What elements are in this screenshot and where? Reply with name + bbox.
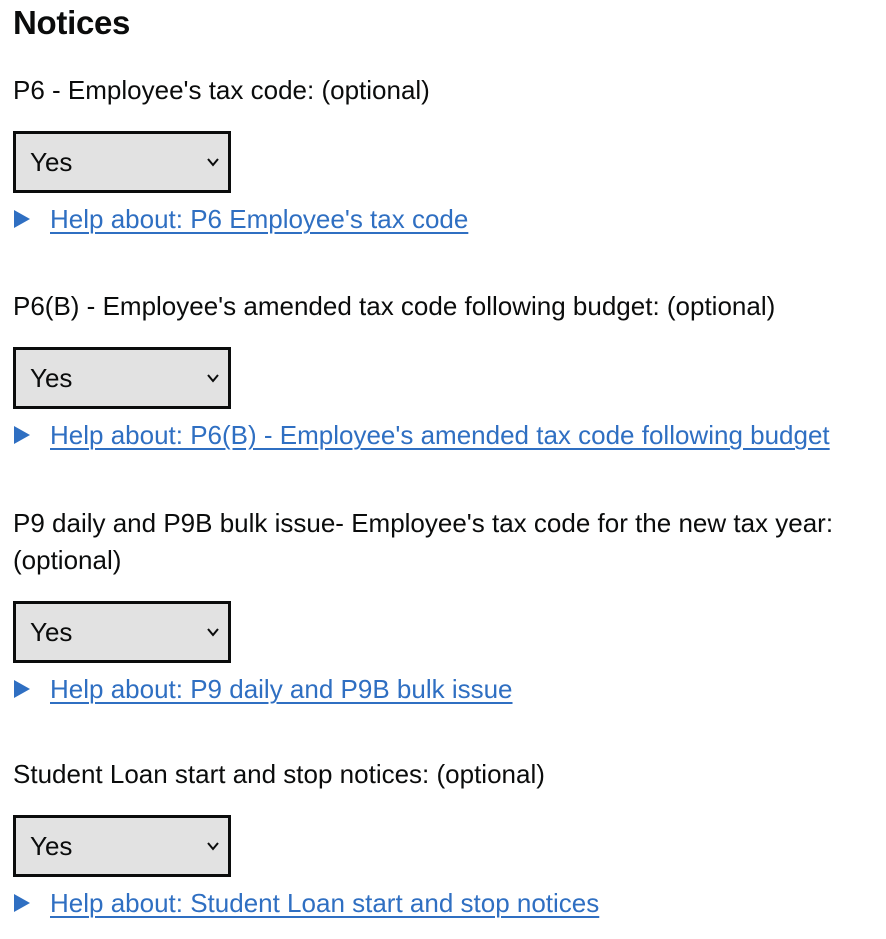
chevron-down-icon: [206, 155, 220, 169]
select-value: Yes: [30, 831, 73, 861]
help-link-p6b[interactable]: Help about: P6(B) - Employee's amended tax code following budget: [50, 420, 830, 450]
select-value: Yes: [30, 363, 73, 393]
field-label: P6 - Employee's tax code: (optional): [13, 75, 430, 105]
help-link-student-loan[interactable]: Help about: Student Loan start and stop notices: [50, 888, 600, 918]
field-p6b: [13, 288, 879, 451]
student-loan-select[interactable]: [13, 815, 231, 877]
field-label: Student Loan start and stop notices: (optional): [13, 759, 545, 789]
field-label: P6(B) - Employee's amended tax code following budget: (optional): [13, 291, 776, 321]
triangle-right-icon: [14, 680, 30, 698]
section-heading: Notices: [13, 4, 131, 41]
chevron-down-icon: [206, 839, 220, 853]
triangle-right-icon: [14, 426, 30, 444]
triangle-right-icon: [14, 210, 30, 228]
help-details-p6[interactable]: [13, 203, 879, 235]
field-student-loan: [13, 756, 879, 919]
help-details-p9[interactable]: [13, 673, 879, 705]
help-link-p6[interactable]: Help about: P6 Employee's tax code: [50, 204, 469, 234]
help-details-p6b[interactable]: [13, 419, 879, 451]
triangle-right-icon: [14, 894, 30, 912]
field-label: P9 daily and P9B bulk issue- Employee's tax code for the new tax year: (optional): [13, 508, 834, 575]
field-p6: [13, 72, 879, 235]
select-value: Yes: [30, 617, 73, 647]
help-details-student-loan[interactable]: [13, 887, 879, 919]
help-link-p9[interactable]: Help about: P9 daily and P9B bulk issue: [50, 674, 513, 704]
p6-select[interactable]: [13, 131, 231, 193]
p9-select[interactable]: [13, 601, 231, 663]
select-value: Yes: [30, 147, 73, 177]
chevron-down-icon: [206, 625, 220, 639]
field-p9: [13, 505, 879, 705]
chevron-down-icon: [206, 371, 220, 385]
p6b-select[interactable]: [13, 347, 231, 409]
